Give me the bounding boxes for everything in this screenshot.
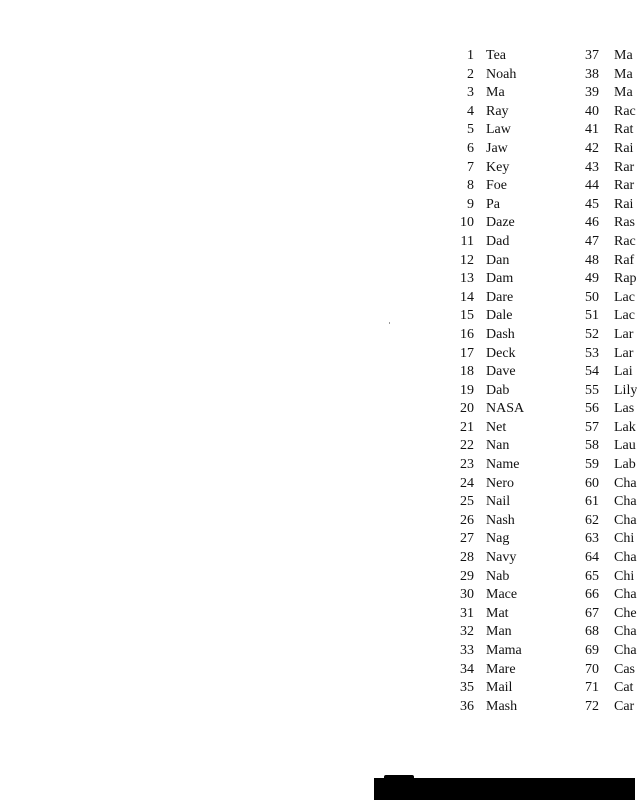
item-number: 35 [460,680,474,696]
list-item [568,233,635,252]
item-word: Lai [614,364,633,380]
item-number: 58 [585,438,599,454]
item-number: 13 [460,271,474,287]
list-item [440,233,524,252]
item-number: 2 [467,66,474,82]
item-number: 37 [585,48,599,63]
item-number: 66 [585,587,599,603]
item-number: 51 [585,308,599,324]
item-word: Rai [614,140,634,156]
scan-speck [389,322,390,324]
list-item [568,661,635,680]
item-word: Noah [486,66,517,82]
item-word: Lac [614,308,635,324]
item-number: 14 [460,289,474,305]
item-word: Pa [486,196,500,212]
item-number: 10 [460,215,474,231]
list-item [440,214,524,233]
item-word: Cha [614,475,637,491]
item-word: Mat [486,605,509,621]
item-word: Nan [486,438,510,454]
list-item [568,270,635,289]
list-item [440,419,524,438]
list-item [440,84,524,103]
item-number: 12 [460,252,474,268]
item-word: Mace [486,587,518,603]
item-number: 8 [467,178,474,194]
item-number: 16 [460,326,474,342]
item-number: 30 [460,587,474,603]
list-item [568,196,635,215]
item-word: Rat [614,122,634,138]
item-word: Lac [614,289,635,305]
list-item [440,177,524,196]
list-item [440,252,524,271]
item-number: 60 [585,475,599,491]
item-number: 20 [460,401,474,417]
item-word: Dave [486,364,516,380]
item-word: Dad [486,233,510,249]
item-number: 54 [585,364,599,380]
item-number: 56 [585,401,599,417]
item-word: Cas [614,661,635,677]
item-number: 70 [585,661,599,677]
word-list-column-left [440,47,524,716]
list-item [568,493,635,512]
item-number: 6 [467,140,474,156]
list-item [568,121,635,140]
item-word: Cha [614,512,637,528]
item-word: Nail [486,494,511,510]
list-item [568,623,635,642]
list-item [440,66,524,85]
item-word: Lab [614,457,636,473]
item-number: 9 [467,196,474,212]
item-word: Rai [614,196,634,212]
list-item [568,549,635,568]
item-number: 52 [585,326,599,342]
list-item [440,196,524,215]
list-item [440,623,524,642]
item-word: Mash [486,698,518,714]
list-item [440,475,524,494]
item-word: Dab [486,382,510,398]
item-word: Nash [486,512,515,528]
list-item [440,307,524,326]
item-number: 28 [460,550,474,566]
item-number: 19 [460,382,474,398]
item-number: 27 [460,531,474,547]
list-item [440,698,524,717]
item-number: 67 [585,605,599,621]
item-word: Chi [614,531,635,547]
item-word: Lau [614,438,636,454]
item-word: Dale [486,308,513,324]
item-number: 69 [585,643,599,658]
item-word: Dan [486,252,510,268]
scan-edge-shadow [374,778,635,800]
list-item [568,605,635,624]
item-number: 65 [585,568,599,584]
item-word: Navy [486,550,517,566]
list-item [568,214,635,233]
item-word: Lar [614,326,634,342]
list-item [440,679,524,698]
item-number: 64 [585,550,599,566]
item-word: Nero [486,475,514,491]
item-word: Jaw [486,140,508,156]
list-item [568,326,635,345]
item-number: 11 [460,233,474,249]
item-number: 61 [585,494,599,510]
item-word: Law [486,122,511,138]
item-number: 47 [585,233,599,249]
item-word: Lily [614,382,637,398]
list-item [568,586,635,605]
list-item [440,382,524,401]
list-item [440,661,524,680]
item-word: Dare [486,289,514,305]
list-item [568,66,635,85]
item-word: Cha [614,587,637,603]
list-item [440,47,524,66]
list-item [568,289,635,308]
item-word: Deck [486,345,516,361]
list-item [568,307,635,326]
list-item [440,400,524,419]
list-item [568,382,635,401]
item-number: 29 [460,568,474,584]
item-word: Mama [486,643,522,658]
item-number: 36 [460,698,474,714]
list-item [568,475,635,494]
list-item [568,103,635,122]
item-number: 48 [585,252,599,268]
list-item [440,345,524,364]
list-item [568,177,635,196]
item-word: Mail [486,680,513,696]
item-word: Cha [614,494,637,510]
item-word: Net [486,419,507,435]
list-item [568,84,635,103]
list-item [568,679,635,698]
item-word: Cha [614,624,637,640]
item-word: Lak [614,419,636,435]
item-number: 45 [585,196,599,212]
item-number: 26 [460,512,474,528]
item-number: 39 [585,85,599,101]
list-item [568,437,635,456]
list-item [440,586,524,605]
item-word: Rap [614,271,637,287]
item-number: 41 [585,122,599,138]
item-number: 53 [585,345,599,361]
item-number: 32 [460,624,474,640]
item-word: Ma [614,85,633,101]
item-word: Raf [614,252,635,268]
item-word: NASA [486,401,525,417]
list-item [440,530,524,549]
item-number: 17 [460,345,474,361]
list-item [440,140,524,159]
list-item [568,47,635,66]
item-word: Key [486,159,510,175]
item-word: Rac [614,103,636,119]
list-item [440,493,524,512]
list-item [440,289,524,308]
item-number: 34 [460,661,474,677]
item-number: 31 [460,605,474,621]
item-number: 50 [585,289,599,305]
item-number: 59 [585,457,599,473]
item-word: Che [614,605,637,621]
item-number: 40 [585,103,599,119]
list-item [568,512,635,531]
item-number: 62 [585,512,599,528]
item-word: Rac [614,233,636,249]
item-number: 44 [585,178,599,194]
item-word: Lar [614,345,634,361]
item-word: Tea [486,48,507,63]
item-word: Rar [614,178,635,194]
list-item [568,642,635,661]
item-word: Cha [614,550,637,566]
list-item [440,270,524,289]
item-number: 46 [585,215,599,231]
list-item [568,345,635,364]
item-number: 18 [460,364,474,380]
item-number: 22 [460,438,474,454]
item-number: 7 [467,159,474,175]
item-number: 42 [585,140,599,156]
item-number: 71 [585,680,599,696]
item-word: Nab [486,568,510,584]
list-item [568,252,635,271]
list-item [568,456,635,475]
item-number: 33 [460,643,474,658]
item-word: Ma [614,48,633,63]
list-item [568,568,635,587]
item-word: Ma [486,85,505,101]
item-number: 23 [460,457,474,473]
item-word: Mare [486,661,516,677]
list-item [440,456,524,475]
list-item [440,549,524,568]
list-item [440,326,524,345]
list-item [440,642,524,661]
item-word: Ray [486,103,509,119]
list-item [568,530,635,549]
item-number: 15 [460,308,474,324]
list-item [440,605,524,624]
item-word: Daze [486,215,515,231]
item-word: Dam [486,271,514,287]
item-word: Man [486,624,512,640]
list-item [440,363,524,382]
item-word: Nag [486,531,510,547]
list-item [568,363,635,382]
item-number: 1 [467,48,474,63]
word-list-column-right [568,47,635,716]
item-word: Name [486,457,520,473]
item-number: 43 [585,159,599,175]
item-number: 55 [585,382,599,398]
item-word: Chi [614,568,635,584]
item-number: 21 [460,419,474,435]
item-word: Ras [614,215,635,231]
item-number: 57 [585,419,599,435]
list-item [440,437,524,456]
list-item [440,568,524,587]
list-item [568,419,635,438]
item-word: Ma [614,66,633,82]
list-item [568,400,635,419]
list-item [440,159,524,178]
list-item [440,103,524,122]
item-word: Rar [614,159,635,175]
item-number: 38 [585,66,599,82]
item-number: 5 [467,122,474,138]
item-number: 49 [585,271,599,287]
list-item [568,140,635,159]
item-number: 24 [460,475,474,491]
item-word: Cha [614,643,637,658]
list-item [568,698,635,717]
list-item [440,512,524,531]
item-number: 25 [460,494,474,510]
item-word: Dash [486,326,515,342]
item-word: Foe [486,178,507,194]
list-item [568,159,635,178]
item-number: 3 [467,85,474,101]
list-item [440,121,524,140]
item-word: Las [614,401,635,417]
item-number: 4 [467,103,474,119]
item-number: 68 [585,624,599,640]
item-word: Cat [614,680,634,696]
item-word: Car [614,698,635,714]
item-number: 63 [585,531,599,547]
item-number: 72 [585,698,599,714]
